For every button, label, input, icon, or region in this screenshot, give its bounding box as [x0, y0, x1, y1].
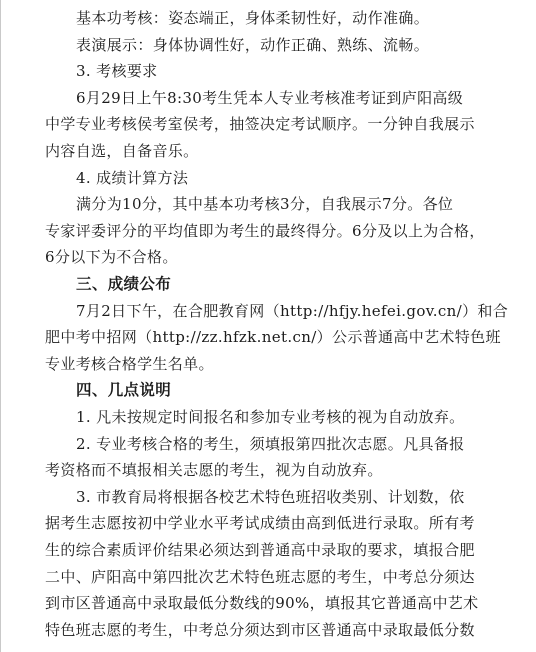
text-line: 肥中考中招网（http://zz.hfzk.net.cn/）公示普通高中艺术特色班: [45, 328, 501, 347]
text-line: 专家评委评分的平均值即为考生的最终得分。6分及以上为合格，: [45, 221, 485, 240]
text-line: 7月2日下午，在合肥教育网（http://hfjy.hefei.gov.cn/）和合: [76, 301, 509, 320]
text-line: 内容自选，自备音乐。: [45, 142, 199, 160]
text-line: 特色班志愿的考生，中考总分须达到市区普通高中录取最低分数: [45, 620, 475, 639]
section-subheading: 4. 成绩计算方法: [76, 168, 189, 187]
text-line: 据考生志愿按初中学业水平考试成绩由高到低进行录取。所有考: [45, 514, 475, 533]
section-heading: 三、成绩公布: [76, 275, 172, 293]
text-line: 考资格而不填报相关志愿的考生，视为自动放弃。: [45, 461, 383, 480]
text-line: 基本功考核：姿态端正，身体柔韧性好，动作准确。: [76, 9, 430, 27]
text-line: 6分以下为不合格。: [45, 248, 178, 267]
text-line: 6月29日上午8:30考生凭本人专业考核准考证到庐阳高级: [76, 88, 464, 107]
text-line: 表演展示：身体协调性好，动作正确、熟练、流畅。: [76, 35, 430, 54]
section-subheading: 3. 考核要求: [76, 62, 158, 81]
text-line: 到市区普通高中录取最低分数线的90%，填报其它普通高中艺术: [45, 594, 479, 613]
text-line: 3. 市教育局将根据各校艺术特色班招收类别、计划数，依: [76, 487, 465, 506]
text-line: 2. 专业考核合格的考生，须填报第四批次志愿。凡具备报: [76, 434, 465, 453]
text-line: 满分为10分，其中基本功考核3分，自我展示7分。各位: [76, 195, 454, 214]
section-heading: 四、几点说明: [76, 381, 172, 400]
text-line: 二中、庐阳高中第四批次艺术特色班志愿的考生，中考总分须达: [45, 567, 475, 586]
text-line: 专业考核合格学生名单。: [45, 354, 214, 373]
text-line: 中学专业考核侯考室侯考，抽签决定考试顺序。一分钟自我展示: [45, 115, 475, 134]
text-line: 1. 凡未按规定时间报名和参加专业考核的视为自动放弃。: [76, 408, 465, 426]
text-line: 生的综合素质评价结果必须达到普通高中录取的要求，填报合肥: [45, 541, 475, 559]
